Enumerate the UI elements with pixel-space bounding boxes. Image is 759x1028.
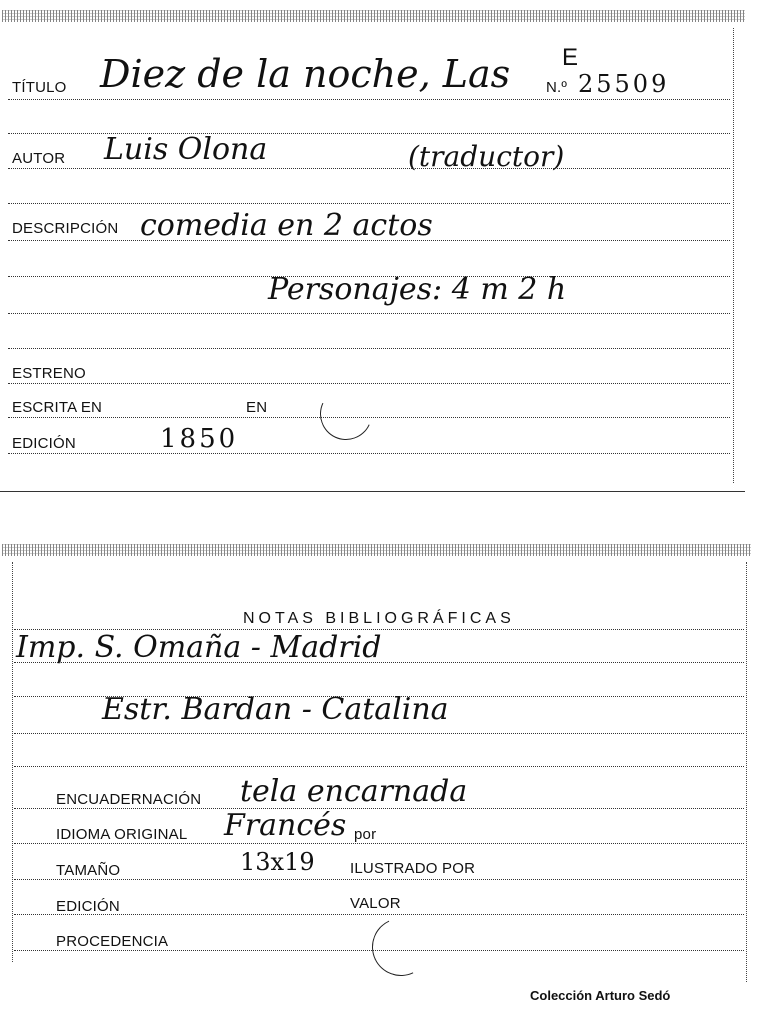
ilustrado-por-label: ILUSTRADO POR	[350, 860, 476, 877]
edicion2-label: EDICIÓN	[56, 898, 120, 915]
card-bottom-border	[0, 491, 745, 492]
escrita-en-label: ESCRITA EN	[12, 399, 103, 416]
notas-heading: NOTAS BIBLIOGRÁFICAS	[243, 610, 515, 627]
autor-rule	[8, 168, 730, 169]
estreno-rule	[8, 383, 730, 384]
note-line-2: Estr. Bardan - Catalina	[102, 692, 449, 727]
titulo-label: TÍTULO	[12, 79, 67, 96]
card-right-border	[733, 28, 734, 483]
edicion-label: EDICIÓN	[12, 435, 76, 452]
catalog-card-bottom	[0, 540, 759, 1028]
valor-label: VALOR	[350, 895, 401, 912]
autor-label: AUTOR	[12, 150, 66, 167]
descripcion-label: DESCRIPCIÓN	[12, 220, 119, 237]
en-label: EN	[246, 399, 268, 416]
numero-value: 25509	[578, 70, 670, 98]
edicion-rule	[8, 453, 730, 454]
titulo-rule	[8, 99, 730, 100]
autor-value: Luis Olona	[104, 132, 268, 167]
idioma-original-label: IDIOMA ORIGINAL	[56, 826, 188, 843]
rule-4	[8, 203, 730, 204]
tamano-rule	[14, 879, 744, 880]
card2-right-border	[746, 562, 747, 982]
encuadernacion-value: tela encarnada	[240, 774, 468, 809]
notas-rule-2	[14, 662, 744, 663]
card-top-edge-texture	[2, 10, 745, 22]
notas-rule-4	[14, 733, 744, 734]
rule-8	[8, 348, 730, 349]
idioma-original-value: Francés	[224, 808, 347, 843]
titulo-value: Diez de la noche, Las	[100, 52, 511, 96]
descripcion-line1: comedia en 2 actos	[140, 208, 433, 243]
descripcion-rule	[8, 240, 730, 241]
catalog-card-top	[0, 0, 759, 495]
tamano-label: TAMAÑO	[56, 862, 121, 879]
estreno-label: ESTRENO	[12, 365, 86, 382]
autor-note: (traductor)	[408, 140, 565, 173]
punch-hole-mark-2	[364, 910, 438, 984]
card-bottom-edge-texture	[2, 544, 751, 556]
procedencia-label: PROCEDENCIA	[56, 933, 169, 950]
encuadernacion-label: ENCUADERNACIÓN	[56, 791, 202, 808]
idioma-rule	[14, 843, 744, 844]
por-label: por	[354, 826, 377, 843]
descripcion-line2: Personajes: 4 m 2 h	[268, 272, 567, 307]
edicion2-rule	[14, 914, 744, 915]
punch-hole-mark	[313, 381, 380, 448]
notas-rule-5	[14, 766, 744, 767]
rule-7	[8, 313, 730, 314]
tamano-value: 13x19	[240, 848, 315, 876]
catalog-letter: E	[562, 44, 579, 71]
edicion-value: 1850	[160, 424, 239, 454]
encuadernacion-rule	[14, 808, 744, 809]
card2-left-border	[12, 562, 13, 962]
note-line-1: Imp. S. Omaña - Madrid	[16, 630, 382, 665]
collection-footer: Colección Arturo Sedó	[530, 988, 671, 1003]
numero-label: N.º	[546, 79, 568, 96]
